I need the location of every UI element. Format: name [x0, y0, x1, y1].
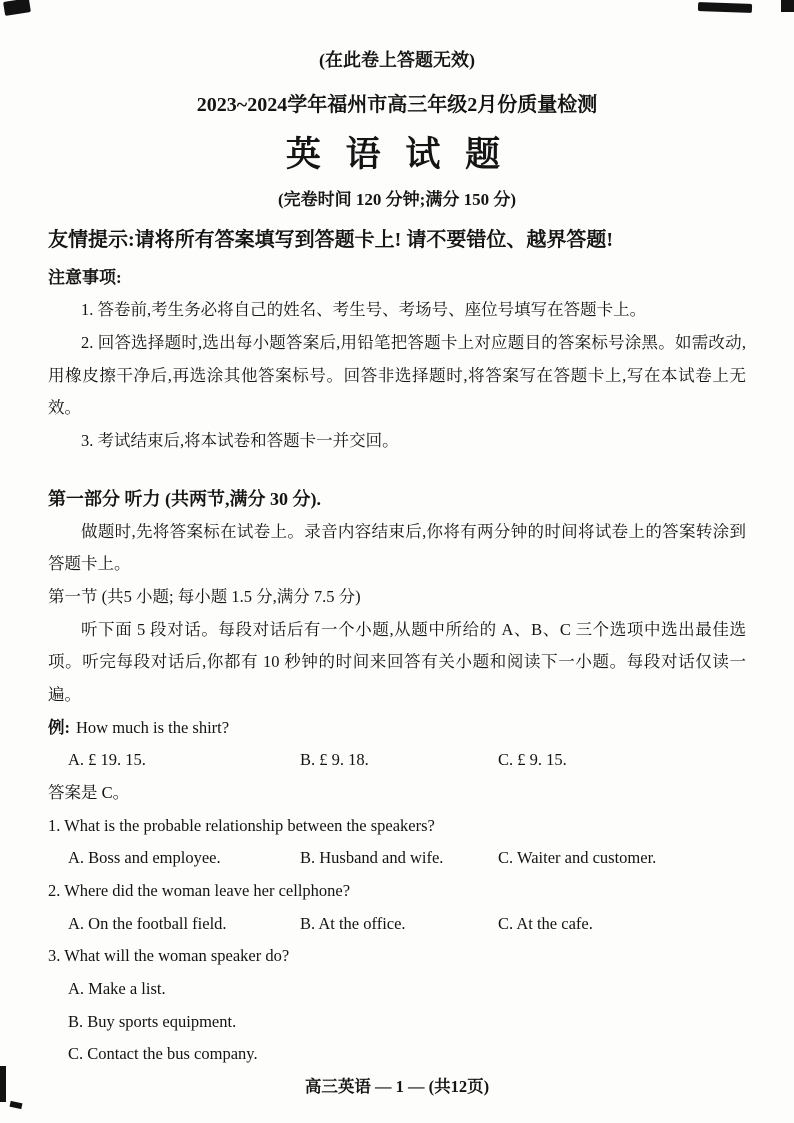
section1-instruction: 听下面 5 段对话。每段对话后有一个小题,从题中所给的 A、B、C 三个选项中选出最佳选项。听完每段对话后,你都有 10 秒钟的时间来回答有关小题和阅读下一小题。每段对话仅读一遍。: [48, 619, 746, 705]
example-question: [48, 712, 746, 745]
section1-header: 第一节 (共5 小题; 每小题 1.5 分,满分 7.5 分): [48, 587, 361, 607]
note-item-3: 3. 考试结束后,将本试卷和答题卡一并交回。: [81, 430, 399, 450]
option-c: C. £ 9. 15.: [498, 750, 567, 770]
question-2-options-row: [48, 908, 746, 941]
question-3: 3. What will the woman speaker do?: [48, 946, 290, 966]
option-a: A. Make a list.: [68, 978, 166, 998]
example-answer: 答案是 C。: [48, 783, 130, 803]
scan-artifact: [698, 2, 752, 13]
option-c: C. At the cafe.: [498, 913, 593, 933]
part1-instruction: 做题时,先将答案标在试卷上。录音内容结束后,你将有两分钟的时间将试卷上的答案转涂到答题卡上。: [48, 521, 746, 574]
example-options-row: [48, 744, 746, 777]
option-b: B. Husband and wife.: [300, 848, 444, 868]
part1-header: 第一部分 听力 (共两节,满分 30 分).: [48, 488, 321, 509]
page-footer: 高三英语 — 1 — (共12页): [304, 1077, 490, 1096]
option-c: C. Contact the bus company.: [68, 1044, 258, 1064]
exam-session-title: 2023~2024学年福州市高三年级2月份质量检测: [196, 94, 598, 116]
option-a: A. Boss and employee.: [68, 848, 221, 868]
notes-header: 注意事项:: [48, 268, 122, 287]
option-b: B. Buy sports equipment.: [68, 1011, 237, 1031]
scan-artifact: [781, 0, 794, 12]
example-label: 例:: [48, 717, 70, 737]
option-a: A. £ 19. 15.: [68, 750, 146, 770]
option-c: C. Waiter and customer.: [498, 848, 657, 868]
time-score-info: (完卷时间 120 分钟;满分 150 分): [278, 190, 516, 209]
option-b: B. £ 9. 18.: [300, 750, 369, 770]
example-question-text: How much is the shirt?: [76, 717, 230, 737]
option-a: A. On the football field.: [68, 913, 227, 933]
note-item-2: 2. 回答选择题时,选出每小题答案后,用铅笔把答题卡上对应题目的答案标号涂黑。如需改动,用橡皮擦干净后,再选涂其他答案标号。回答非选择题时,将答案写在答题卡上,写在本试卷上无效。: [48, 332, 746, 418]
paper-title: 英 语 试 题: [285, 135, 509, 174]
option-b: B. At the office.: [300, 913, 406, 933]
scan-artifact: [10, 1101, 23, 1109]
question-2: 2. Where did the woman leave her cellphone?: [48, 880, 351, 900]
question-1-options-row: [48, 842, 746, 875]
invalid-answer-notice: (在此卷上答题无效): [319, 50, 475, 70]
question-1: 1. What is the probable relationship between the speakers?: [48, 815, 435, 835]
note-item-1: 1. 答卷前,考生务必将自己的姓名、考生号、考场号、座位号填写在答题卡上。: [81, 300, 647, 320]
friendly-tip: 友情提示:请将所有答案填写到答题卡上! 请不要错位、越界答题!: [48, 229, 613, 251]
